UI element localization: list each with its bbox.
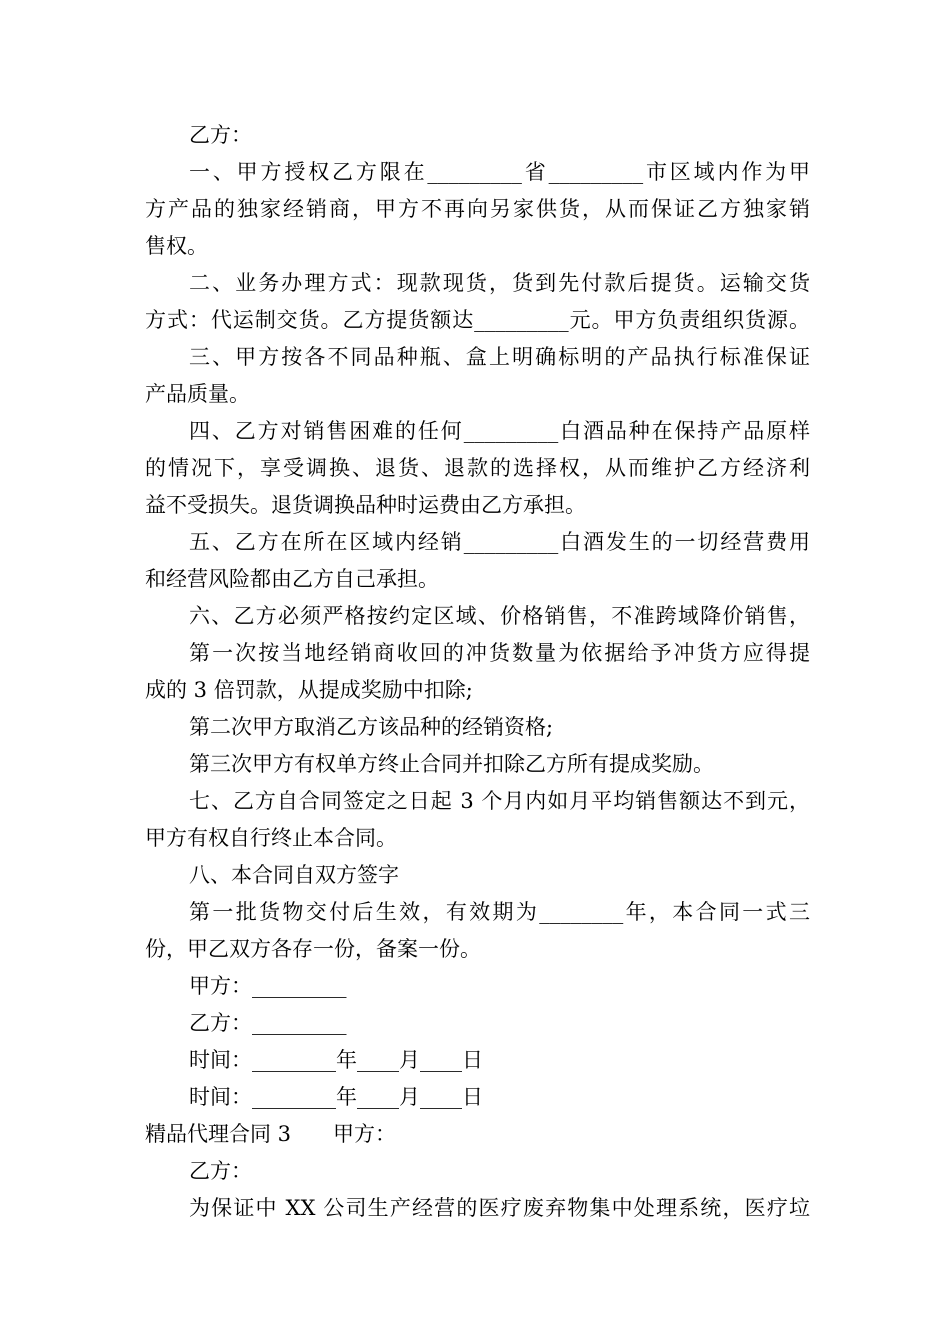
text-line: 精品代理合同 3 甲方：	[145, 1122, 397, 1146]
text-line: 的情况下，享受调换、退货、退款的选择权，从而维护乙方经济利	[145, 456, 810, 480]
text-line: 第一批货物交付后生效，有效期为________年，本合同一式三	[189, 900, 810, 924]
text-line: 为保证中 XX 公司生产经营的医疗废弃物集中处理系统，医疗垃	[189, 1196, 810, 1220]
text-line: 方产品的独家经销商，甲方不再向另家供货，从而保证乙方独家销	[145, 197, 810, 221]
document-body	[145, 117, 810, 1227]
text-line: 第二次甲方取消乙方该品种的经销资格;	[189, 715, 554, 739]
text-line: 四、乙方对销售困难的任何_________白酒品种在保持产品原样	[189, 419, 810, 443]
text-line: 成的 3 倍罚款，从提成奖励中扣除;	[145, 678, 473, 702]
text-line: 售权。	[145, 234, 208, 258]
text-line: 甲方：_________	[189, 974, 347, 998]
text-line: 七、乙方自合同签定之日起 3 个月内如月平均销售额达不到元，	[189, 789, 810, 813]
text-line: 方式：代运制交货。乙方提货额达_________元。甲方负责组织货源。	[145, 308, 810, 332]
text-line: 时间：________年____月____日	[189, 1085, 483, 1109]
text-line: 三、甲方按各不同品种瓶、盒上明确标明的产品执行标准保证	[189, 345, 810, 369]
text-line: 五、乙方在所在区域内经销_________白酒发生的一切经营费用	[189, 530, 810, 554]
text-line: 产品质量。	[145, 382, 250, 406]
text-line: 八、本合同自双方签字	[189, 863, 399, 887]
text-line: 一、甲方授权乙方限在_________省_________市区域内作为甲	[189, 160, 810, 184]
text-line: 份，甲乙双方各存一份，备案一份。	[145, 937, 481, 961]
text-line: 乙方：	[189, 123, 252, 147]
text-line: 二、业务办理方式：现款现货，货到先付款后提货。运输交货	[189, 271, 810, 295]
text-line: 乙方：_________	[189, 1011, 347, 1035]
text-line: 和经营风险都由乙方自己承担。	[145, 567, 439, 591]
text-line: 时间：________年____月____日	[189, 1048, 483, 1072]
text-line: 益不受损失。退货调换品种时运费由乙方承担。	[145, 493, 586, 517]
text-line: 甲方有权自行终止本合同。	[145, 826, 397, 850]
text-line: 第一次按当地经销商收回的冲货数量为依据给予冲货方应得提	[189, 641, 810, 665]
text-line: 第三次甲方有权单方终止合同并扣除乙方所有提成奖励。	[189, 752, 714, 776]
text-line: 六、乙方必须严格按约定区域、价格销售，不准跨域降价销售，	[189, 604, 810, 628]
text-line: 乙方：	[189, 1159, 252, 1183]
